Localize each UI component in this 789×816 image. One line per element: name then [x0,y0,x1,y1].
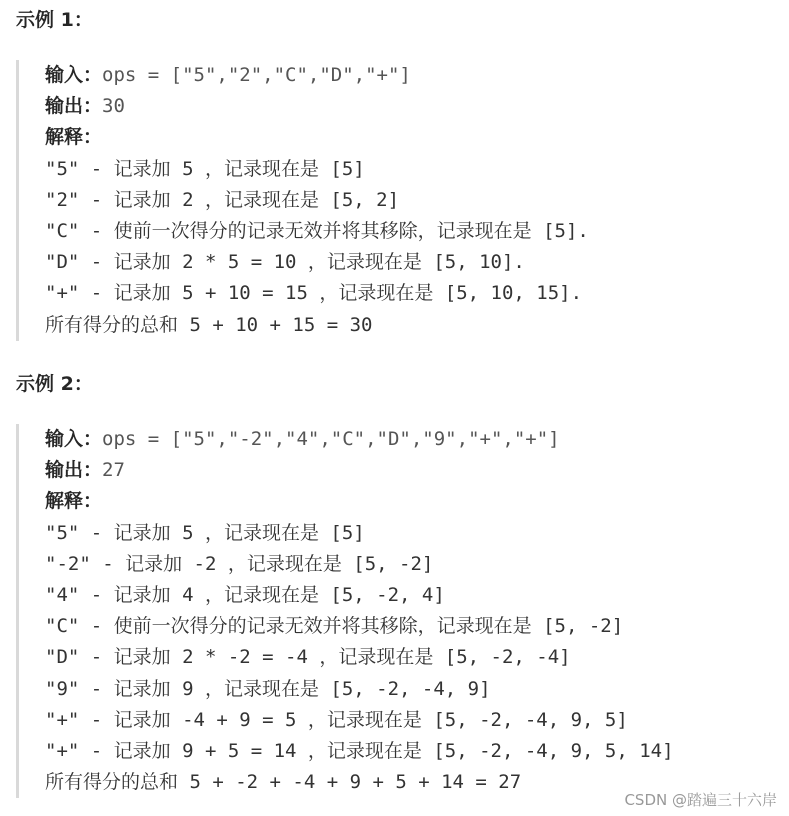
explanation-line [45,486,789,517]
input-line [45,60,789,91]
input-label: 输入： [45,428,103,450]
explanation-line [45,122,789,153]
output-label: 输出： [45,95,103,118]
explanation-step: "5" - 记录加 5 ，记录现在是 [5] [45,157,365,180]
output-value: 30 [102,95,125,118]
explanation-step: "C" - 使前一次得分的记录无效并将其移除，记录现在是 [5]. [45,219,589,242]
explanation-summary: 所有得分的总和 5 + -2 + -4 + 9 + 5 + 14 = 27 [45,771,522,794]
explanation-summary: 所有得分的总和 5 + 10 + 15 = 30 [45,313,373,336]
input-label: 输入： [45,64,103,86]
example-1-heading: 示例 1： [16,9,93,31]
explanation-step: "5" - 记录加 5 ，记录现在是 [5] [45,521,365,544]
input-value: ops = ["5","2","C","D","+"] [102,64,411,86]
output-value: 27 [102,459,125,482]
explanation-step: "2" - 记录加 2 ，记录现在是 [5, 2] [45,188,400,211]
explanation-step: "C" - 使前一次得分的记录无效并将其移除，记录现在是 [5, -2] [45,615,624,638]
explanation-label: 解释： [45,490,103,513]
output-line [45,91,789,122]
explanation-step: "D" - 记录加 2 * -2 = -4 ，记录现在是 [5, -2, -4] [45,646,571,669]
output-label: 输出： [45,459,103,482]
explanation-step: "4" - 记录加 4 ，记录现在是 [5, -2, 4] [45,583,445,606]
explanation-step: "D" - 记录加 2 * 5 = 10 ，记录现在是 [5, 10]. [45,251,525,274]
example-2-heading: 示例 2： [16,373,93,395]
explanation-step: "-2" - 记录加 -2 ，记录现在是 [5, -2] [45,552,434,575]
explanation-step: "+" - 记录加 -4 + 9 = 5 ，记录现在是 [5, -2, -4, 9, 5] [45,708,628,731]
explanation-label: 解释： [45,126,103,149]
explanation-step: "+" - 记录加 5 + 10 = 15 ，记录现在是 [5, 10, 15]. [45,282,583,305]
input-value: ops = ["5","-2","4","C","D","9","+","+"] [102,428,560,450]
example-2-block [16,424,789,798]
output-line [45,455,789,486]
explanation-step: "+" - 记录加 9 + 5 = 14 ，记录现在是 [5, -2, -4, 9, 5, 14] [45,739,674,762]
explanation-step: "9" - 记录加 9 ，记录现在是 [5, -2, -4, 9] [45,677,491,700]
watermark: CSDN @踏遍三十六岸 [624,791,777,809]
example-1-block [16,60,789,341]
input-line [45,424,789,455]
